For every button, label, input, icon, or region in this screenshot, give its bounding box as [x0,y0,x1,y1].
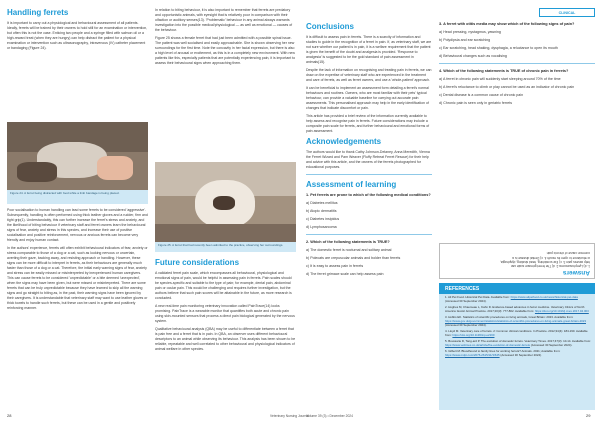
divider [306,234,432,235]
answer-line: 1. d) Lymphosarcoma 2. d) The ferret grimace scale can [510,264,590,268]
paragraph: It is difficult to assess pain in ferrets. There is a scarcity of information and studies to guide in the recognition of a ferret in pain. If, as veterinary staff, we are not sure whether our patient is in pain, it is a welfare requirement that the patient is given the benefit of the doubt and analgesia is provided. 'Response to analgesia' is suggested to be the gold standard of pain assessment in animals(15). [306,35,432,64]
figure-25-image [155,162,296,242]
q1-option-a: a) Diabetes mellitus [306,201,338,205]
divider [439,63,595,64]
references-title: REFERENCES [439,283,595,294]
reference-item: 3. Hobbs EK. Statistics of scientific procedures on living animals, Great Britain: 2023. Available from: https://www.gov.uk/government/statistics/statistics-of-scientific-procedures-on-living-animals-great-britain-2023 (Accessed 30 September 2024). [445,315,586,327]
reference-item: 6. Gilbert M. Bloodhound to family lines for working ferrets? Animals. 2021; Available from: https://www.mdpi.com/2076-2615/11/3/645 (Accessed 30 September 2024). [445,349,561,358]
left-column-2 [155,8,296,69]
q1-option-c: c) Diabetes insipidus [306,217,340,221]
heading-acknowledgements: Acknowledgements [306,137,382,146]
paragraph: Despite the lack of information on recognising and treating pain in ferrets, we can draw on the expertise of veterinary staff who are experienced in the treatment and care of ferrets, as well as ferret owners, and use a 'whole-patient' approach. [306,68,432,82]
reference-link[interactable]: https://doi.org/10.1136/inp.e2160 [452,332,495,337]
paragraph: In relation to biting behaviour, it is also important to remember that ferrets are predatory and opportunistic animals, with eyesight that is relatively poor in comparison with their olfaction or auditory senses(13). 'Problematic' behaviour in any animal always warrants investigation into the possible medical/physiological — as well as emotional — causes of the behaviour. [155,8,293,32]
page-number-right: 29 [586,413,591,418]
figure-24-caption: Figure 24. A ferret being distracted with food while a limb bandage is being placed. [7,190,148,204]
answers-box [439,243,595,279]
q2-option-d: d) The ferret grimace scale can help assess pain [306,272,384,276]
paragraph: It can be beneficial to implement an assessment form detailing a ferret's normal behaviours and routines. Owners, who are most familiar with their pets' typical behaviour, can provide a valuable baseline for carrying out accurate pain assessments. This personalised approach may help in the early identification of changes that indicate discomfort or pain. [306,86,429,110]
q4-option-b: b) A ferret's reluctance to climb or play cannot be used as an indicator of chronic pain [439,85,575,89]
journal-issue-right: Volume 39 (3) • December 2024 [306,414,353,418]
figure-24-image [7,122,148,190]
reference-item: 5. Boussarie D, Tang-ard P. The evolution of domestic ferrets. Veterinary Times. 2017;47(3): 10-14. Available from: https://www.vettimes.co.uk/article/the-evolution-of-domestic-ferrets (Accessed 30 September 2024). [445,339,591,347]
left-column-1 [7,8,148,54]
paragraph: It is important to carry out a physiological and behavioural assessment of all patients. Ideally, ferrets will be trained by their owners to hold still for an examination or intervention, but often this is not the case. Enticing two people and a syringe filled with salmon oil or a high-reward treat (when they are hungry) can help distract the patient for a physical examination or intervention such as ultrasonography, intravenous (IV) catheter placement or bandaging (Figure 24). [7,21,148,50]
question-2: 2. Which of the following statements is TRUE? [306,240,390,244]
reference-link[interactable]: https://www.gov.uk/government/statistics/statistics-of-scientific-procedures-on-living-animals-great-britain-2023 [445,318,586,323]
q3-option-d: d) Behavioural changes such as vocalising [439,54,507,58]
heading-assessment: Assessment of learning [306,180,397,189]
answer-line: common cause of chronic pain [546,251,590,256]
reference-item: 2. Hughes M, Chaumeau L, Kahn D. Evidence-based advances in ferret medicine. Veterinary Clinics of North America: Exotic Animal Practice. 2017;20(3): 777-802. Available from: https://doi.org/10.1016/j.cvex.2017.04.003 [445,305,589,313]
reference-link[interactable]: https://www.mdpi.com/2076-2615/11/3/645 [445,353,500,358]
left-column-2-lower [155,258,296,355]
q2-option-a: a) The domestic ferret is nocturnal and solitary animal [306,248,392,252]
paragraph: A new real-time pain monitoring veterinary innovation called PainTrace(14) looks promising. PainTrace is a wearable monitor that quantifies both acute and chronic pain using skin-mounted sensors that process a direct pain biological generated by the nervous system. [155,304,295,323]
journal-name-left: Veterinary Nursing Journal [270,414,309,418]
figure-25-caption: Figure 25. A ferret that had recently been admitted to the practice, observing her surroundings. [155,242,296,252]
page-number-left: 28 [7,413,12,418]
section-tag-label: CLINICAL [558,10,576,15]
paragraph: Figure 25 shows a female ferret that had just been admitted with a possible spinal issue. The patient was well socialised and easily approachable. She is shown observing her new surroundings for the first time. Note the concavity in her facial expression, but there is also a high level of arousal or excitement, as this is in a completely new environment. With new patients like this, especially patients that are potentially experiencing pain, it is important to assess their behavioural signs when approaching them. [155,36,296,65]
question-1: 1. Pet ferrets are prone to which of the following medical conditions? [306,193,431,197]
right-column-3 [306,22,432,280]
answer-line: help assess pain 3. c) Ear scratching, head shaking, dysphagia, [499,259,590,264]
reference-link[interactable]: https://doi.org/10.1016/j.cvex.2017.04.003 [534,308,589,313]
paragraph: The authors would like to thank Cathy Johnson-Delaney, Anna Meredith, Vienna the Ferret Wizard and Pam Weaver (Fluffy Retreat Ferret Rescue) for their help and advice with this article, and the owners of the ferrets photographed for educational purposes. [306,150,430,169]
paragraph: Poor socialisation to human handling can lead some ferrets to be considered 'aggressive'. Subsequently, handling is often performed using thick leather gloves and a rudder, firm and tight grip(1). Understandably, this can further increase the ferret's stress and anxiety, and the likelihood of biting behaviour if veterinary staff and ferret owners learn the behavioural signs of fear, anxiety and stress in this species, and increase their use of positive socialisation and positive reinforcement, nervous or anxious ferrets can become very friendly and enjoy human contact. [7,208,148,242]
right-column-4 [439,22,595,109]
paragraph: This article has provided a brief review of the information currently available to help assess and recognise pain in ferrets. Future considerations may include a composite pain scale for ferrets, and further behavioural and emotional forms of pain assessment. [306,114,430,133]
paragraph: In the authors' experience, ferrets will often exhibit behavioural indicators of fear, anxiety or stress comparable to those of a dog or a cat, such as looking nervous or uncertain, averting their gaze, backing away, and resisting approach or handling. However, these signs can be more difficult to interpret in ferrets, as their behaviours are generally much faster than those of a dog or a cat. Therefore, the initial early warning signs of fear, anxiety and stress can be easily missed or misinterpreted by inexperienced human caregivers. This can cause ferrets to be considered 'unpredictable' or a bite deemed 'unexpected', when the signs may have been given, but were missed or misinterpreted. There are some ferrets that can be truly unpredictable because they have learned to skip all the warning signs and go straight to biting as, in the past, their warning signs have been ignored by their caregivers. It is understandable that veterinary staff may want to use leather gloves or thick towels to handle such ferrets, but these can be used in a gentle and positively reinforcing manner. [7,246,148,310]
references-list [445,296,591,360]
paragraph: Qualitative behavioural analysis (QBA) may be useful to differentiate between a ferret that is pain free and a ferret that is in pain. In QBA, an observer uses different behavioural descriptors to an animal while observing its behaviour. This analysis has been shown to be reliable, repeatable and well correlated to other behavioural and physiological indicators of animal welfare in other species. [155,327,296,351]
answers-title: Answers [562,269,590,276]
heading-future-considerations: Future considerations [155,258,240,267]
question-4: 4. Which of the following statements is TRUE of chronic pain in ferrets? [439,69,569,73]
heading-handling-ferrets: Handling ferrets [7,8,69,17]
left-column-1-lower [7,208,148,314]
q2-option-b: b) Polecats are crepuscular animals and bolder than ferrets [306,256,401,260]
paragraph: A validated ferret pain scale, which encompasses all behavioural, physiological and emotional signs of pain, would be helpful in assessing pain in ferrets. Pain scales should be species-specific and suitable to the type of pain; for example, dental pain, abdominal pain or ocular pain. This would be challenging and requires further investigation, but the authors believe that such pain scores will be attainable in the future, as more research is conducted. [155,271,292,300]
q1-option-d: d) Lymphosarcoma [306,225,337,229]
answers-upside-down [450,248,590,276]
reference-link[interactable]: https://www.vettimes.co.uk/article/the-evolution-of-domestic-ferrets [445,342,530,347]
section-tag [539,8,595,17]
reference-item: 4. Lloyd M. Veterinary care of ferrets. 2: Common clinical conditions. In Practice. 2012;34(4): 184-190. Available from: https://doi.org/10.1136/inp.e2160 [445,329,588,337]
q3-option-a: a) Head pressing, nystagmus, yawning [439,30,501,34]
question-3: 3. A ferret with otitis media may show which of the following signs of pain? [439,22,575,26]
q4-option-d: d) Chronic pain is seen only in geriatric ferrets [439,101,513,105]
divider [306,174,432,175]
reference-link[interactable]: https://www.alipetfood.co.uk/news/historical-pet-data [510,295,578,299]
q4-option-a: a) A ferret in chronic pain will suddenly start sleeping around 70% of the time [439,77,561,81]
answer-line: a reluctance to open its mouth 4. c) Dental disease is a [512,255,590,260]
q3-option-b: b) Polydipsia and ear scratching [439,38,491,42]
q1-option-b: b) Atopic dermatitis [306,209,337,213]
q4-option-c: c) Dental disease is a common cause of chronic pain [439,93,524,97]
reference-item: 1. Ali Pet Food. Historical Pet Data. Available from: https://www.alipetfood.co.uk/news/historical-pet-data (Accessed 30 September 2024). [445,295,578,303]
q3-option-c: c) Ear scratching, head shaking, dysphagia, a reluctance to open its mouth [439,46,558,50]
q2-option-c: c) It is easy to assess pain in ferrets [306,264,364,268]
heading-conclusions: Conclusions [306,22,355,31]
